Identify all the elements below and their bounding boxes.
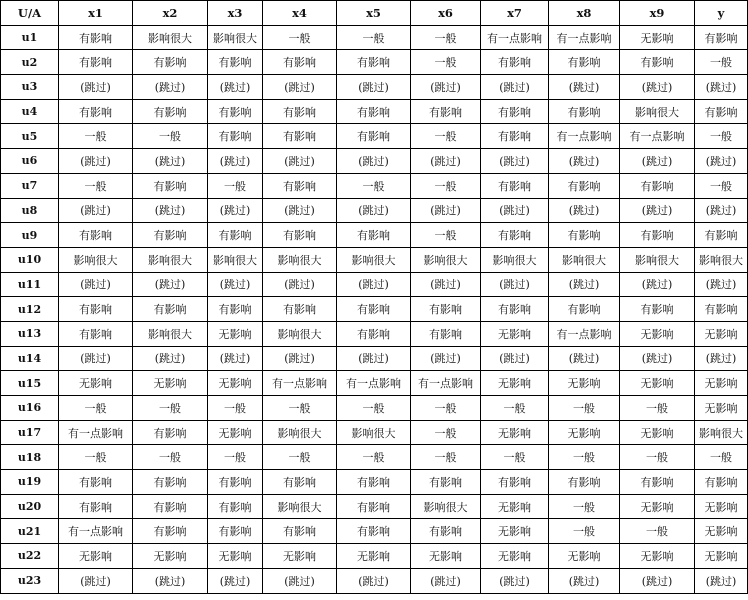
table-cell: 无影响	[695, 321, 748, 346]
column-header: x4	[263, 1, 337, 26]
table-cell: (跳过)	[337, 149, 411, 174]
table-cell: 影响很大	[208, 247, 263, 272]
table-cell: (跳过)	[337, 346, 411, 371]
table-cell: 一般	[59, 445, 133, 470]
table-cell: 有影响	[481, 470, 549, 495]
table-cell: 一般	[481, 396, 549, 421]
table-cell: 有影响	[208, 297, 263, 322]
table-cell: 影响很大	[133, 247, 208, 272]
table-cell: (跳过)	[411, 75, 481, 100]
row-header: u18	[1, 445, 59, 470]
table-cell: 影响很大	[620, 99, 695, 124]
table-cell: 有影响	[263, 223, 337, 248]
table-cell: 有影响	[549, 99, 620, 124]
row-header: u11	[1, 272, 59, 297]
table-row	[1, 223, 748, 248]
table-row	[1, 124, 748, 149]
table-cell: 有影响	[337, 494, 411, 519]
table-cell: 有影响	[411, 321, 481, 346]
table-cell: (跳过)	[481, 149, 549, 174]
column-header: x7	[481, 1, 549, 26]
table-cell: 无影响	[481, 420, 549, 445]
table-cell: 有影响	[59, 297, 133, 322]
table-cell: 有影响	[695, 25, 748, 50]
table-row	[1, 99, 748, 124]
row-header: u8	[1, 198, 59, 223]
table-cell: 无影响	[481, 494, 549, 519]
table-cell: 有影响	[133, 470, 208, 495]
table-cell: 一般	[411, 445, 481, 470]
row-header: u3	[1, 75, 59, 100]
table-cell: 一般	[411, 223, 481, 248]
table-cell: (跳过)	[481, 75, 549, 100]
table-cell: 一般	[337, 173, 411, 198]
table-cell: 有影响	[263, 519, 337, 544]
table-cell: (跳过)	[263, 198, 337, 223]
table-cell: 影响很大	[481, 247, 549, 272]
table-row	[1, 396, 748, 421]
table-cell: 影响很大	[549, 247, 620, 272]
table-cell: 一般	[411, 25, 481, 50]
table-cell: 一般	[549, 445, 620, 470]
table-row	[1, 247, 748, 272]
table-cell: 有影响	[411, 470, 481, 495]
table-cell: (跳过)	[411, 149, 481, 174]
table-cell: 无影响	[620, 494, 695, 519]
table-cell: 无影响	[208, 420, 263, 445]
table-cell: 有影响	[549, 470, 620, 495]
row-header: u4	[1, 99, 59, 124]
table-row	[1, 297, 748, 322]
table-cell: (跳过)	[411, 198, 481, 223]
row-header: u6	[1, 149, 59, 174]
table-cell: 有影响	[337, 519, 411, 544]
table-cell: 有影响	[481, 223, 549, 248]
table-cell: 一般	[411, 173, 481, 198]
table-cell: 有影响	[620, 297, 695, 322]
table-cell: 一般	[695, 173, 748, 198]
table-cell: (跳过)	[59, 75, 133, 100]
table-row	[1, 371, 748, 396]
table-cell: 影响很大	[337, 420, 411, 445]
table-cell: 有影响	[620, 173, 695, 198]
table-cell: 无影响	[695, 494, 748, 519]
table-cell: (跳过)	[481, 346, 549, 371]
table-cell: 一般	[208, 173, 263, 198]
table-cell: 有影响	[620, 50, 695, 75]
table-row	[1, 321, 748, 346]
table-cell: 有影响	[620, 223, 695, 248]
table-cell: 无影响	[549, 544, 620, 569]
table-cell: 有影响	[133, 420, 208, 445]
table-cell: 一般	[549, 396, 620, 421]
table-cell: (跳过)	[337, 198, 411, 223]
table-cell: 一般	[263, 25, 337, 50]
table-cell: (跳过)	[695, 568, 748, 593]
table-cell: 影响很大	[263, 247, 337, 272]
table-cell: (跳过)	[620, 346, 695, 371]
table-cell: 有影响	[549, 173, 620, 198]
table-cell: (跳过)	[549, 346, 620, 371]
table-cell: 有影响	[133, 494, 208, 519]
table-cell: (跳过)	[208, 568, 263, 593]
table-cell: (跳过)	[59, 346, 133, 371]
table-cell: (跳过)	[133, 149, 208, 174]
table-cell: 无影响	[620, 25, 695, 50]
table-cell: 有一点影响	[549, 25, 620, 50]
table-cell: 有影响	[549, 297, 620, 322]
row-header: u15	[1, 371, 59, 396]
table-cell: (跳过)	[263, 149, 337, 174]
table-cell: (跳过)	[133, 198, 208, 223]
table-row	[1, 494, 748, 519]
table-cell: (跳过)	[481, 568, 549, 593]
table-cell: 有影响	[133, 519, 208, 544]
table-cell: 影响很大	[133, 25, 208, 50]
table-cell: 有一点影响	[549, 321, 620, 346]
table-cell: 影响很大	[411, 494, 481, 519]
table-cell: 有影响	[411, 297, 481, 322]
table-cell: (跳过)	[695, 75, 748, 100]
row-header: u17	[1, 420, 59, 445]
table-cell: (跳过)	[695, 346, 748, 371]
table-cell: 一般	[208, 396, 263, 421]
table-row	[1, 420, 748, 445]
table-cell: 影响很大	[263, 420, 337, 445]
table-cell: 有影响	[337, 124, 411, 149]
table-cell: (跳过)	[620, 198, 695, 223]
column-header: x3	[208, 1, 263, 26]
table-cell: 影响很大	[620, 247, 695, 272]
table-cell: 有影响	[411, 519, 481, 544]
table-cell: 有影响	[59, 494, 133, 519]
row-header: u23	[1, 568, 59, 593]
table-cell: 有一点影响	[411, 371, 481, 396]
table-row	[1, 346, 748, 371]
table-cell: 有影响	[481, 173, 549, 198]
table-cell: 一般	[133, 124, 208, 149]
table-cell: 一般	[337, 396, 411, 421]
table-cell: 一般	[337, 25, 411, 50]
table-cell: 影响很大	[695, 420, 748, 445]
table-cell: 有影响	[59, 321, 133, 346]
table-cell: (跳过)	[481, 198, 549, 223]
row-header: u13	[1, 321, 59, 346]
table-cell: 无影响	[59, 544, 133, 569]
table-cell: (跳过)	[59, 568, 133, 593]
table-cell: 影响很大	[695, 247, 748, 272]
table-cell: (跳过)	[695, 198, 748, 223]
table-cell: 有一点影响	[59, 420, 133, 445]
row-header: u14	[1, 346, 59, 371]
table-cell: 有影响	[263, 50, 337, 75]
table-cell: 有一点影响	[337, 371, 411, 396]
table-cell: 无影响	[695, 519, 748, 544]
row-header: u21	[1, 519, 59, 544]
table-cell: 有影响	[337, 297, 411, 322]
table-cell: (跳过)	[263, 75, 337, 100]
table-cell: (跳过)	[208, 198, 263, 223]
table-row	[1, 519, 748, 544]
table-cell: 无影响	[263, 544, 337, 569]
row-header: u5	[1, 124, 59, 149]
table-cell: (跳过)	[411, 568, 481, 593]
column-header: x5	[337, 1, 411, 26]
table-row	[1, 198, 748, 223]
table-cell: 影响很大	[263, 321, 337, 346]
table-cell: 无影响	[481, 519, 549, 544]
table-cell: 无影响	[620, 371, 695, 396]
table-cell: 有一点影响	[481, 25, 549, 50]
table-cell: (跳过)	[263, 568, 337, 593]
table-cell: 有影响	[59, 223, 133, 248]
table-row	[1, 544, 748, 569]
table-cell: 无影响	[620, 420, 695, 445]
table-cell: (跳过)	[549, 75, 620, 100]
table-cell: 影响很大	[411, 247, 481, 272]
table-cell: 一般	[620, 519, 695, 544]
table-cell: 无影响	[133, 544, 208, 569]
table-row	[1, 50, 748, 75]
table-cell: (跳过)	[59, 198, 133, 223]
table-cell: 有影响	[337, 321, 411, 346]
table-cell: 一般	[411, 396, 481, 421]
table-cell: 有影响	[208, 124, 263, 149]
table-cell: 有一点影响	[620, 124, 695, 149]
table-cell: (跳过)	[133, 568, 208, 593]
table-cell: 有影响	[695, 297, 748, 322]
table-cell: 一般	[411, 420, 481, 445]
row-header: u7	[1, 173, 59, 198]
table-cell: (跳过)	[59, 149, 133, 174]
column-header: x8	[549, 1, 620, 26]
row-header: u10	[1, 247, 59, 272]
table-cell: 无影响	[695, 544, 748, 569]
table-cell: 有影响	[133, 50, 208, 75]
table-cell: 影响很大	[59, 247, 133, 272]
table-cell: 有影响	[263, 297, 337, 322]
table-cell: (跳过)	[549, 198, 620, 223]
table-cell: 有影响	[263, 173, 337, 198]
table-cell: 有影响	[337, 99, 411, 124]
table-cell: 有影响	[208, 223, 263, 248]
table-cell: 无影响	[208, 371, 263, 396]
column-header: x9	[620, 1, 695, 26]
table-cell: 有影响	[695, 470, 748, 495]
table-cell: 无影响	[695, 396, 748, 421]
table-cell: 一般	[695, 124, 748, 149]
row-header: u22	[1, 544, 59, 569]
table-cell: 有影响	[481, 297, 549, 322]
table-cell: (跳过)	[549, 272, 620, 297]
table-cell: 一般	[411, 124, 481, 149]
table-cell: 一般	[481, 445, 549, 470]
column-header: x1	[59, 1, 133, 26]
table-cell: 无影响	[208, 321, 263, 346]
table-cell: 一般	[695, 50, 748, 75]
table-cell: 一般	[695, 445, 748, 470]
table-cell: 影响很大	[208, 25, 263, 50]
table-cell: (跳过)	[133, 272, 208, 297]
table-cell: (跳过)	[549, 568, 620, 593]
table-cell: 有影响	[133, 99, 208, 124]
table-cell: 一般	[208, 445, 263, 470]
table-cell: 无影响	[620, 321, 695, 346]
table-cell: 有影响	[208, 470, 263, 495]
table-cell: (跳过)	[695, 149, 748, 174]
table-cell: 有影响	[549, 223, 620, 248]
table-cell: 有影响	[263, 470, 337, 495]
table-cell: 无影响	[337, 544, 411, 569]
table-cell: (跳过)	[620, 568, 695, 593]
column-header: y	[695, 1, 748, 26]
table-cell: 一般	[337, 445, 411, 470]
table-cell: 一般	[263, 396, 337, 421]
table-cell: 有影响	[337, 50, 411, 75]
table-row	[1, 25, 748, 50]
table-cell: 有影响	[337, 470, 411, 495]
table-cell: (跳过)	[620, 149, 695, 174]
table-cell: (跳过)	[337, 272, 411, 297]
table-cell: 影响很大	[337, 247, 411, 272]
table-cell: 无影响	[208, 544, 263, 569]
table-cell: 无影响	[481, 544, 549, 569]
table-cell: 有影响	[133, 297, 208, 322]
table-cell: (跳过)	[620, 75, 695, 100]
table-cell: (跳过)	[337, 568, 411, 593]
table-cell: 有影响	[133, 223, 208, 248]
table-cell: 有一点影响	[549, 124, 620, 149]
row-header: u2	[1, 50, 59, 75]
table-cell: 一般	[620, 396, 695, 421]
table-row	[1, 149, 748, 174]
table-cell: 无影响	[481, 321, 549, 346]
table-cell: (跳过)	[263, 346, 337, 371]
table-cell: 有影响	[263, 124, 337, 149]
table-cell: 有一点影响	[59, 519, 133, 544]
table-cell: (跳过)	[620, 272, 695, 297]
table-cell: 一般	[59, 124, 133, 149]
table-cell: 无影响	[411, 544, 481, 569]
table-cell: 无影响	[549, 420, 620, 445]
table-row	[1, 272, 748, 297]
table-row	[1, 470, 748, 495]
corner-header: U/A	[1, 1, 59, 26]
table-cell: (跳过)	[59, 272, 133, 297]
table-cell: 无影响	[549, 371, 620, 396]
table-cell: 有影响	[695, 99, 748, 124]
table-cell: 一般	[59, 173, 133, 198]
table-cell: 影响很大	[133, 321, 208, 346]
row-header: u19	[1, 470, 59, 495]
table-cell: 一般	[133, 396, 208, 421]
table-cell: 有影响	[208, 519, 263, 544]
table-row	[1, 75, 748, 100]
table-row	[1, 568, 748, 593]
table-cell: 有影响	[59, 50, 133, 75]
table-cell: (跳过)	[337, 75, 411, 100]
table-cell: (跳过)	[549, 149, 620, 174]
table-cell: 有影响	[263, 99, 337, 124]
row-header: u20	[1, 494, 59, 519]
table-row	[1, 173, 748, 198]
table-cell: 一般	[549, 494, 620, 519]
table-cell: 无影响	[133, 371, 208, 396]
table-cell: 无影响	[59, 371, 133, 396]
table-cell: 一般	[263, 445, 337, 470]
table-cell: 有影响	[620, 470, 695, 495]
row-header: u16	[1, 396, 59, 421]
table-cell: 有一点影响	[263, 371, 337, 396]
table-cell: (跳过)	[481, 272, 549, 297]
table-cell: 有影响	[411, 99, 481, 124]
table-cell: (跳过)	[208, 149, 263, 174]
table-cell: (跳过)	[208, 75, 263, 100]
table-cell: (跳过)	[133, 75, 208, 100]
table-cell: (跳过)	[411, 272, 481, 297]
table-cell: 有影响	[695, 223, 748, 248]
table-cell: 无影响	[481, 371, 549, 396]
header-row	[1, 1, 748, 26]
table-cell: 有影响	[337, 223, 411, 248]
row-header: u1	[1, 25, 59, 50]
table-cell: 有影响	[59, 25, 133, 50]
table-cell: (跳过)	[263, 272, 337, 297]
table-row	[1, 445, 748, 470]
table-cell: 有影响	[481, 50, 549, 75]
table-cell: (跳过)	[208, 346, 263, 371]
table-cell: 有影响	[59, 470, 133, 495]
column-header: x6	[411, 1, 481, 26]
table-cell: 有影响	[208, 99, 263, 124]
table-body	[1, 25, 748, 593]
table-cell: 一般	[411, 50, 481, 75]
table-cell: (跳过)	[208, 272, 263, 297]
column-header: x2	[133, 1, 208, 26]
table-cell: 无影响	[695, 371, 748, 396]
table-cell: 影响很大	[263, 494, 337, 519]
table-cell: 有影响	[208, 494, 263, 519]
table-cell: 无影响	[620, 544, 695, 569]
table-cell: 有影响	[133, 173, 208, 198]
table-cell: (跳过)	[695, 272, 748, 297]
table-cell: 有影响	[481, 124, 549, 149]
table-cell: 一般	[549, 519, 620, 544]
table-cell: 有影响	[481, 99, 549, 124]
table-cell: (跳过)	[411, 346, 481, 371]
table-cell: (跳过)	[133, 346, 208, 371]
table-cell: 一般	[133, 445, 208, 470]
table-cell: 有影响	[549, 50, 620, 75]
table-cell: 有影响	[208, 50, 263, 75]
table-cell: 一般	[620, 445, 695, 470]
table-cell: 一般	[59, 396, 133, 421]
row-header: u9	[1, 223, 59, 248]
table-cell: 有影响	[59, 99, 133, 124]
row-header: u12	[1, 297, 59, 322]
